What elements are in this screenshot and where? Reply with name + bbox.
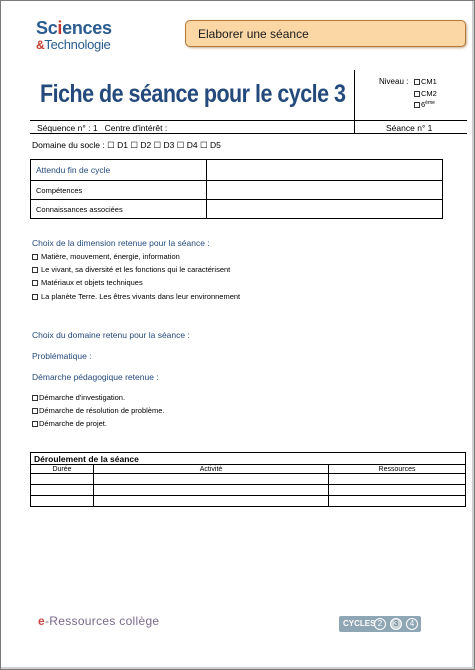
dimension-option[interactable]: Le vivant, sa diversité et les fonctions qui le caractérisent xyxy=(32,265,230,274)
cell-competences-value[interactable] xyxy=(207,181,443,200)
deroulement-table xyxy=(30,452,466,507)
cell-duree[interactable] xyxy=(31,496,94,507)
demarche-title: Démarche pédagogique retenue : xyxy=(32,372,159,382)
cycle-3-badge: 3 xyxy=(390,618,402,630)
col-header-duree: Durée xyxy=(31,465,94,474)
cell-activite[interactable] xyxy=(94,485,329,496)
cell-activite[interactable] xyxy=(94,496,329,507)
table-row xyxy=(31,453,466,465)
dimension-title: Choix de la dimension retenue pour la séance : xyxy=(32,238,210,248)
title-banner xyxy=(185,20,466,47)
page-title: Fiche de séance pour le cycle 3 xyxy=(40,80,346,108)
cycles-badge xyxy=(339,616,421,632)
banner-title: Elaborer une séance xyxy=(198,27,309,41)
seance-number: Séance n° 1 xyxy=(386,123,433,133)
cell-activite[interactable] xyxy=(94,474,329,485)
logo-line-1: Sciences xyxy=(36,18,112,38)
domaine-retenu-title: Choix du domaine retenu pour la séance : xyxy=(32,330,190,340)
niveau-6eme-checkbox[interactable]: 6ème xyxy=(414,100,435,109)
demarche-option[interactable]: Démarche de projet. xyxy=(32,419,107,428)
header-divider-vertical xyxy=(354,70,355,133)
niveau-label: Niveau : xyxy=(379,77,409,86)
logo-line-2: &Technologie xyxy=(36,37,111,52)
cell-connaissances-value[interactable] xyxy=(207,200,443,219)
niveau-cm2-checkbox[interactable]: CM2 xyxy=(414,89,437,98)
sequence-line: Séquence n° : 1 Centre d'intérêt : xyxy=(37,123,168,133)
sciences-technologie-logo xyxy=(36,18,126,58)
table-row xyxy=(31,485,466,496)
problematique-title: Problématique : xyxy=(32,351,92,361)
demarche-option[interactable]: Démarche d'investigation. xyxy=(32,393,125,402)
cell-duree[interactable] xyxy=(31,485,94,496)
dimension-option[interactable]: La planète Terre. Les êtres vivants dans leur environnement xyxy=(32,292,240,301)
cell-ressources[interactable] xyxy=(329,474,466,485)
cell-ressources[interactable] xyxy=(329,485,466,496)
table-row xyxy=(31,496,466,507)
niveau-cm1-checkbox[interactable]: CM1 xyxy=(414,77,437,86)
cell-attendu-value[interactable] xyxy=(207,160,443,181)
table-row xyxy=(31,200,443,219)
col-header-activite: Activité xyxy=(94,465,329,474)
e-ressources-logo: e-Ressources collège xyxy=(38,614,160,628)
row-label-competences: Compétences xyxy=(31,181,207,200)
header-divider-bottom xyxy=(30,133,467,134)
cell-ressources[interactable] xyxy=(329,496,466,507)
cycle-2-badge: 2 xyxy=(374,618,386,630)
row-label-connaissances: Connaissances associées xyxy=(31,200,207,219)
domaine-socle: Domaine du socle : ☐ D1 ☐ D2 ☐ D3 ☐ D4 ☐ D5 xyxy=(32,140,221,150)
cell-duree[interactable] xyxy=(31,474,94,485)
table-row xyxy=(31,465,466,474)
col-header-ressources: Ressources xyxy=(329,465,466,474)
dimension-option[interactable]: Matériaux et objets techniques xyxy=(32,278,143,287)
deroulement-title: Déroulement de la séance xyxy=(31,453,466,465)
competences-table xyxy=(30,159,443,219)
dimension-option[interactable]: Matière, mouvement, énergie, information xyxy=(32,252,180,261)
header-divider-top xyxy=(30,120,467,121)
demarche-option[interactable]: Démarche de résolution de problème. xyxy=(32,406,165,415)
cycle-4-badge: 4 xyxy=(406,618,418,630)
cycles-label: CYCLES xyxy=(343,619,376,628)
table-row xyxy=(31,474,466,485)
table-row xyxy=(31,160,443,181)
table-row xyxy=(31,181,443,200)
row-label-attendu: Attendu fin de cycle xyxy=(31,160,207,181)
